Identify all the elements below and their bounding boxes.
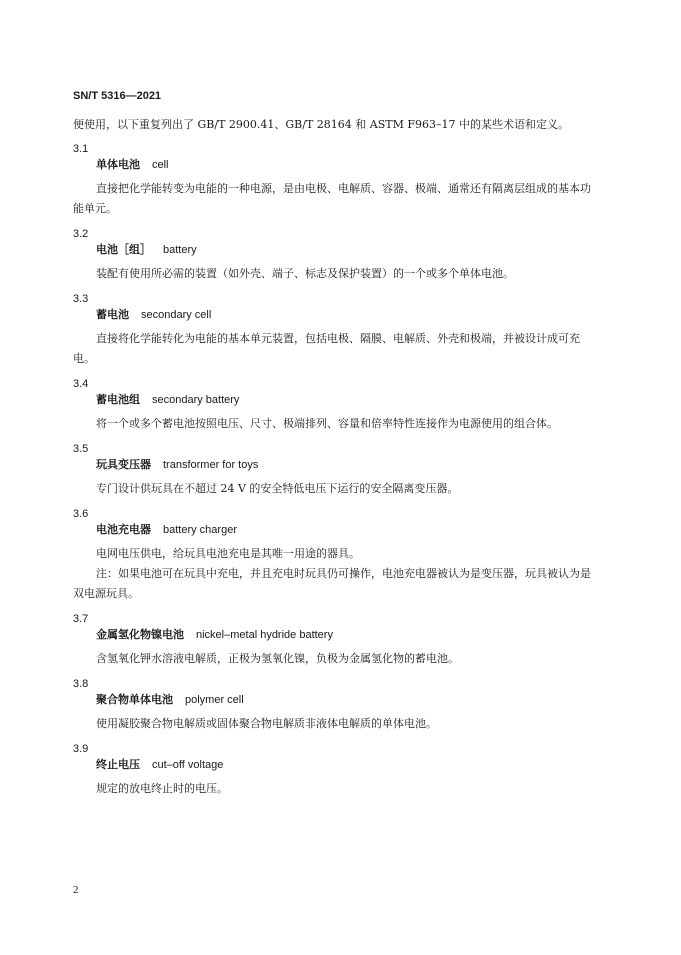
term-chinese: 蓄电池组 [96, 393, 140, 406]
term-number: 3.9 [73, 743, 89, 755]
term-entry [73, 376, 593, 434]
term-title [96, 627, 593, 649]
term-entry [73, 506, 593, 604]
term-title [96, 307, 593, 329]
term-title [96, 757, 593, 779]
term-english: secondary cell [141, 309, 212, 321]
term-entry [73, 291, 593, 369]
page-number: 2 [73, 884, 79, 896]
term-entry [73, 741, 593, 799]
term-number: 3.2 [73, 228, 89, 240]
term-number: 3.8 [73, 678, 89, 690]
term-english: transformer for toys [163, 459, 259, 471]
term-title [96, 522, 593, 544]
term-definition: 含氢氧化钾水溶液电解质，正极为氢氧化镍，负极为金属氢化物的蓄电池。 [96, 652, 459, 665]
term-number: 3.7 [73, 613, 89, 625]
term-english: battery [163, 244, 197, 256]
term-entry [73, 226, 593, 284]
term-english: nickel–metal hydride battery [196, 629, 333, 641]
term-note: 注：如果电池可在玩具中充电，并且充电时玩具仍可操作，电池充电器被认为是变压器，玩具被认为是双电源玩具。 [73, 567, 591, 600]
term-entry [73, 676, 593, 734]
term-chinese: 聚合物单体电池 [96, 693, 173, 706]
term-chinese: 玩具变压器 [96, 458, 151, 471]
term-definition: 装配有使用所必需的装置（如外壳、端子、标志及保护装置）的一个或多个单体电池。 [96, 267, 514, 280]
term-definition: 电网电压供电，给玩具电池充电是其唯一用途的器具。 [96, 547, 360, 560]
term-english: cell [152, 159, 169, 171]
term-entry [73, 611, 593, 669]
term-definition: 专门设计供玩具在不超过 24 V 的安全特低电压下运行的安全隔离变压器。 [96, 482, 459, 495]
term-entry [73, 441, 593, 499]
term-definition: 使用凝胶聚合物电解质或固体聚合物电解质非液体电解质的单体电池。 [96, 717, 437, 730]
term-number: 3.1 [73, 143, 89, 155]
term-title [96, 692, 593, 714]
term-definition: 直接将化学能转化为电能的基本单元装置，包括电极、隔膜、电解质、外壳和极端，并被设计成可充电。 [73, 332, 580, 365]
term-chinese: 电池充电器 [96, 523, 151, 536]
term-english: battery charger [163, 524, 237, 536]
term-entry [73, 141, 593, 219]
term-title [96, 457, 593, 479]
term-number: 3.3 [73, 293, 89, 305]
term-chinese: 电池［组］ [96, 243, 151, 256]
term-definition: 将一个或多个蓄电池按照电压、尺寸、极端排列、容量和倍率特性连接作为电源使用的组合体。 [96, 417, 558, 430]
term-title [96, 392, 593, 414]
terms-list [73, 141, 593, 806]
term-title [96, 242, 593, 264]
standard-header: SN/T 5316—2021 [73, 90, 162, 102]
term-english: secondary battery [152, 394, 240, 406]
term-definition: 规定的放电终止时的电压。 [96, 782, 228, 795]
term-title [96, 157, 593, 179]
term-number: 3.4 [73, 378, 89, 390]
term-number: 3.5 [73, 443, 89, 455]
term-chinese: 金属氢化物镍电池 [96, 628, 184, 641]
term-chinese: 单体电池 [96, 158, 140, 171]
term-chinese: 终止电压 [96, 758, 140, 771]
term-english: polymer cell [185, 694, 244, 706]
term-chinese: 蓄电池 [96, 308, 129, 321]
term-number: 3.6 [73, 508, 89, 520]
term-definition: 直接把化学能转变为电能的一种电源，是由电极、电解质、容器、极端、通常还有隔离层组成的基本功能单元。 [73, 182, 591, 215]
term-english: cut–off voltage [152, 759, 224, 771]
intro-paragraph: 便使用，以下重复列出了 GB/T 2900.41、GB/T 28164 和 ASTM F963–17 中的某些术语和定义。 [73, 118, 569, 131]
